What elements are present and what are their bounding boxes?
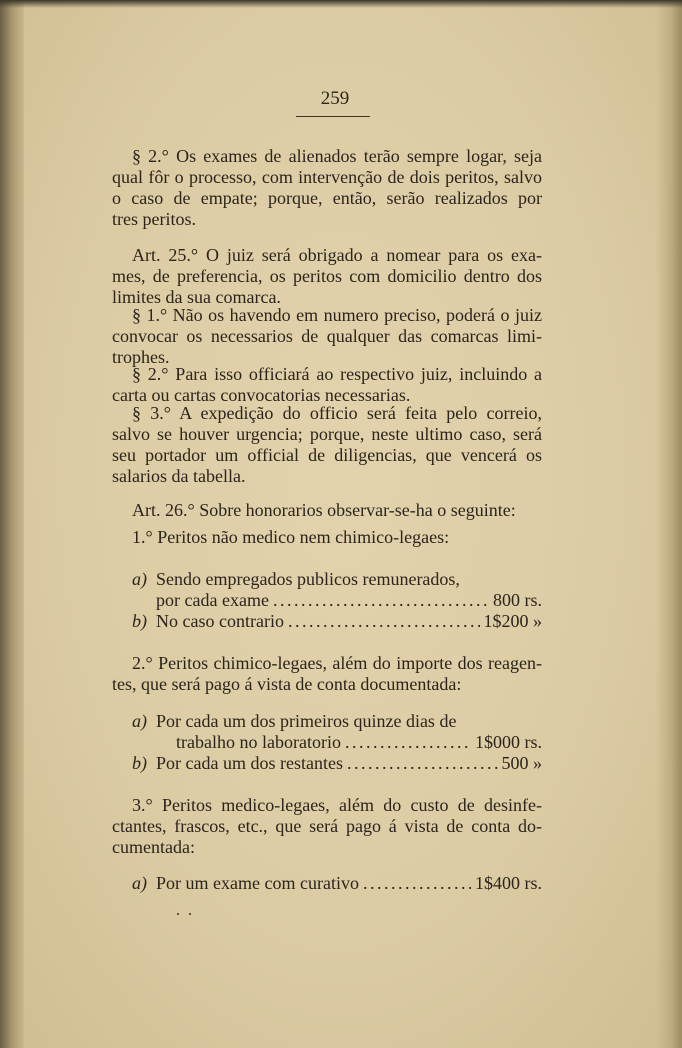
leader-dots xyxy=(273,590,489,611)
paragraph-art24-s2 xyxy=(112,146,542,230)
paragraph-art26 xyxy=(112,500,542,521)
text-line: Art. 25.° O juiz será obrigado a nomear para os exa- xyxy=(132,245,542,265)
paragraph-art26-3 xyxy=(112,795,542,858)
item-label: a) xyxy=(132,569,147,589)
text-line: Art. 26.° Sobre honorarios observar-se-ha o seguinte: xyxy=(132,500,516,520)
paragraph-art26-1 xyxy=(112,527,542,548)
fee-item-2a xyxy=(132,711,542,753)
fee-item-3a xyxy=(132,873,542,894)
text-line: seu portador um official de diligencias, que vencerá os xyxy=(112,445,542,465)
item-label: a) xyxy=(132,873,147,893)
text-line: ctantes, frascos, etc., que será pago á vista de conta do- xyxy=(112,816,542,836)
item-value: 1$000 rs. xyxy=(475,732,542,752)
text-line: tres peritos. xyxy=(112,209,196,229)
item-label: b) xyxy=(132,753,147,773)
text-line: 1.° Peritos não medico nem chimico-legaes: xyxy=(132,527,450,547)
paragraph-art25 xyxy=(112,245,542,308)
text-line: carta ou cartas convocatorias necessarias. xyxy=(112,385,411,405)
item-value: 1$400 rs. xyxy=(475,873,542,893)
page-number: 259 xyxy=(320,88,350,109)
text-line: § 1.° Não os havendo em numero preciso, poderá o juiz xyxy=(132,305,542,325)
item-text: Por cada um dos primeiros quinze dias de xyxy=(156,711,457,731)
item-text: trabalho no laboratorio xyxy=(176,732,341,752)
item-value: 800 rs. xyxy=(493,590,542,610)
footer-mark: . . xyxy=(176,902,194,919)
text-line: limites da sua comarca. xyxy=(112,287,281,307)
fee-item-1b xyxy=(132,611,542,632)
text-line: 3.° Peritos medico-legaes, além do custo de desinfe- xyxy=(132,795,542,815)
text-line: § 2.° Para isso officiará ao respectivo juiz, incluindo a xyxy=(132,364,542,384)
text-line: 2.° Peritos chimico-legaes, além do importe dos reagen- xyxy=(132,653,542,673)
item-label: b) xyxy=(132,611,147,631)
item-value: 1$200 » xyxy=(483,611,542,631)
text-line: tes, que será pago á vista de conta documentada: xyxy=(112,674,462,694)
item-text: Por cada um dos restantes xyxy=(156,753,343,773)
fee-item-1a xyxy=(132,569,542,611)
fee-item-2b xyxy=(132,753,542,774)
page-edge xyxy=(656,0,682,1048)
text-line: trophes. xyxy=(112,347,170,367)
leader-dots xyxy=(288,611,480,632)
text-line: convocar os necessarios de qualquer das comarcas limi- xyxy=(112,326,542,346)
item-text: No caso contrario xyxy=(156,611,284,631)
text-line: § 3.° A expedição do officio será feita pelo correio, xyxy=(132,403,542,423)
text-line: cumentada: xyxy=(112,837,195,857)
paragraph-art25-s2 xyxy=(112,364,542,406)
item-text: Por um exame com curativo xyxy=(156,873,359,893)
item-value: 500 » xyxy=(501,753,542,773)
item-text: por cada exame xyxy=(156,590,269,610)
item-label: a) xyxy=(132,711,147,731)
book-spine xyxy=(0,0,24,1048)
paragraph-art25-s1 xyxy=(112,305,542,368)
text-line: o caso de empate; porque, então, serão realizados por xyxy=(112,188,542,208)
page-number-rule xyxy=(296,116,370,117)
text-line: salvo se houver urgencia; porque, neste ultimo caso, será xyxy=(112,424,542,444)
text-line: salarios da tabella. xyxy=(112,466,246,486)
text-line: § 2.° Os exames de alienados terão sempre logar, seja xyxy=(132,146,542,166)
paragraph-art26-2 xyxy=(112,653,542,695)
leader-dots xyxy=(363,873,471,894)
item-text: Sendo empregados publicos remunerados, xyxy=(156,569,460,589)
text-line: qual fôr o processo, com intervenção de dois peritos, salvo xyxy=(112,167,542,187)
paragraph-art25-s3 xyxy=(112,403,542,487)
leader-dots xyxy=(345,732,471,753)
text-line: mes, de preferencia, os peritos com domicilio dentro dos xyxy=(112,266,542,286)
leader-dots xyxy=(347,753,498,774)
top-shadow xyxy=(0,0,682,8)
